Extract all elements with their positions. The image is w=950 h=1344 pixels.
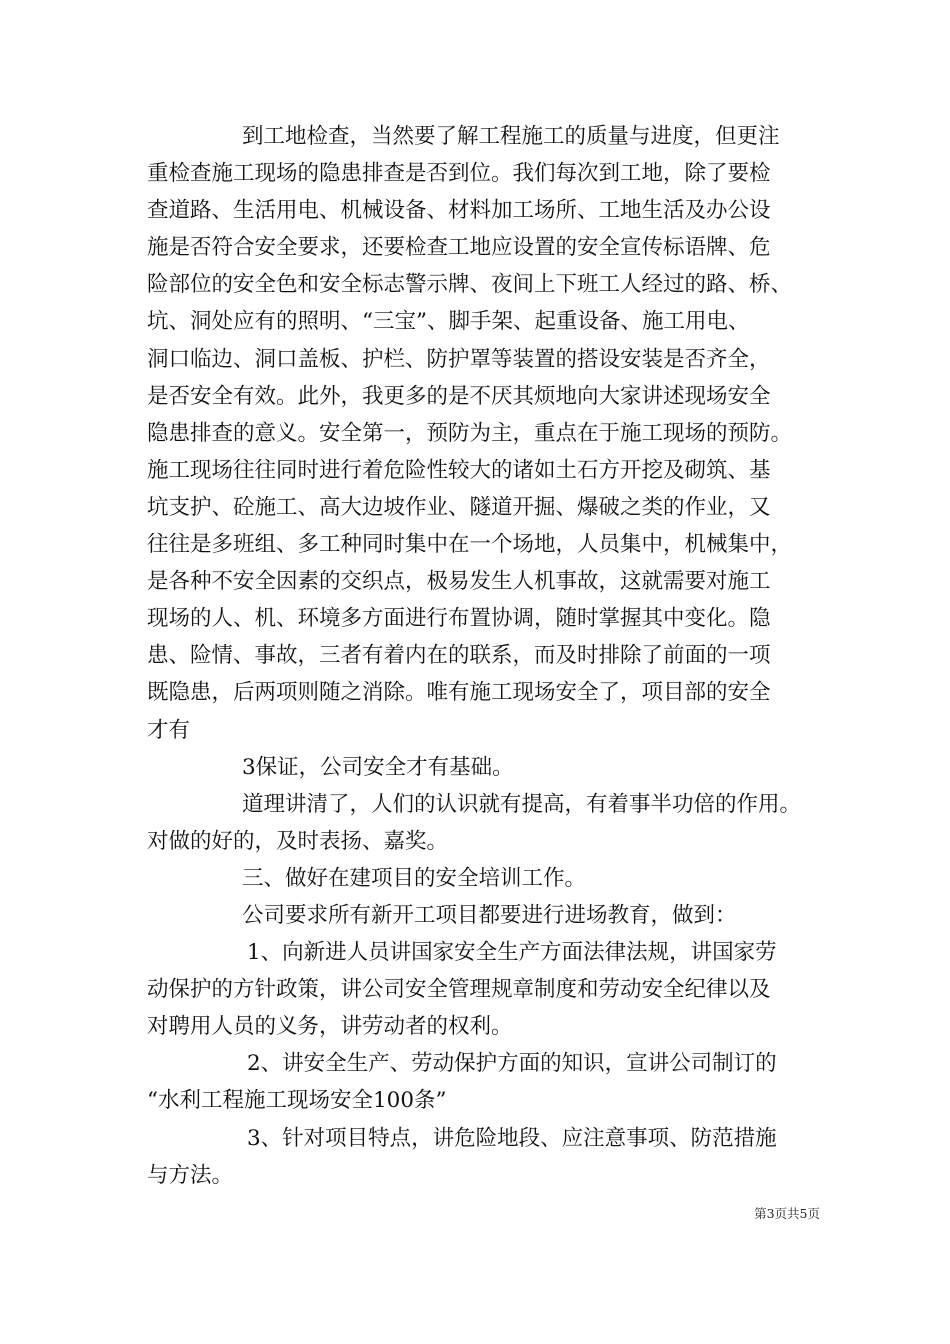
list-item-line: 2、讲安全生产、劳动保护方面的知识，宣讲公司制订的 <box>247 1051 777 1077</box>
paragraph-line: 坑支护、砼施工、高大边坡作业、隧道开掘、爆破之类的作业，又 <box>147 494 771 520</box>
paragraph-line: 隐患排查的意义。安全第一，预防为主，重点在于施工现场的预防。 <box>147 420 793 446</box>
list-item-line: “水利工程施工现场安全100条” <box>147 1088 447 1114</box>
list-item-line: 1、向新进人员讲国家安全生产方面法律法规，讲国家劳 <box>247 940 777 966</box>
paragraph-line: 现场的人、机、环境多方面进行布置协调，随时掌握其中变化。隐 <box>147 606 771 632</box>
paragraph-line: 才有 <box>147 717 191 743</box>
paragraph-line: 坑、洞处应有的照明、“三宝”、脚手架、起重设备、施工用电、 <box>147 309 750 335</box>
paragraph-line: 既隐患，后两项则随之消除。唯有施工现场安全了，项目部的安全 <box>147 680 771 706</box>
paragraph-line: 是各种不安全因素的交织点，极易发生人机事故，这就需要对施工 <box>147 569 771 595</box>
list-item-line: 动保护的方针政策，讲公司安全管理规章制度和劳动安全纪律以及 <box>147 977 771 1003</box>
paragraph-line: 重检查施工现场的隐患排查是否到位。我们每次到工地，除了要检 <box>147 161 771 187</box>
paragraph-line: 往往是多班组、多工种同时集中在一个场地，人员集中，机械集中， <box>147 532 793 558</box>
body-text <box>147 118 837 1194</box>
paragraph-line: 道理讲清了，人们的认识就有提高，有着事半功倍的作用。 <box>242 791 802 817</box>
page-number: 第3页共5页 <box>754 1206 820 1221</box>
paragraph-line: 患、险情、事故，三者有着内在的联系，而及时排除了前面的一项 <box>147 643 771 669</box>
list-item-line: 与方法。 <box>147 1162 234 1188</box>
paragraph-line: 查道路、生活用电、机械设备、材料加工场所、工地生活及办公设 <box>147 198 771 224</box>
paragraph-line: 对做的好的，及时表扬、嘉奖。 <box>147 828 449 854</box>
paragraph-line: 3保证，公司安全才有基础。 <box>242 754 514 780</box>
paragraph-line: 洞口临边、洞口盖板、护栏、防护罩等装置的搭设安装是否齐全， <box>147 346 771 372</box>
paragraph-line: 施工现场往往同时进行着危险性较大的诸如土石方开挖及砌筑、基 <box>147 457 771 483</box>
list-item-line: 3、针对项目特点，讲危险地段、应注意事项、防范措施 <box>247 1125 777 1151</box>
section-heading: 三、做好在建项目的安全培训工作。 <box>242 865 587 891</box>
paragraph-line: 公司要求所有新开工项目都要进行进场教育，做到： <box>242 902 737 928</box>
paragraph-line: 是否安全有效。此外，我更多的是不厌其烦地向大家讲述现场安全 <box>147 383 771 409</box>
list-item-line: 对聘用人员的义务，讲劳动者的权利。 <box>147 1014 513 1040</box>
paragraph-line: 险部位的安全色和安全标志警示牌、夜间上下班工人经过的路、桥、 <box>147 272 793 298</box>
paragraph-line: 到工地检查，当然要了解工程施工的质量与进度，但更注 <box>242 124 780 149</box>
paragraph-line: 施是否符合安全要求，还要检查工地应设置的安全宣传标语牌、危 <box>147 235 771 261</box>
